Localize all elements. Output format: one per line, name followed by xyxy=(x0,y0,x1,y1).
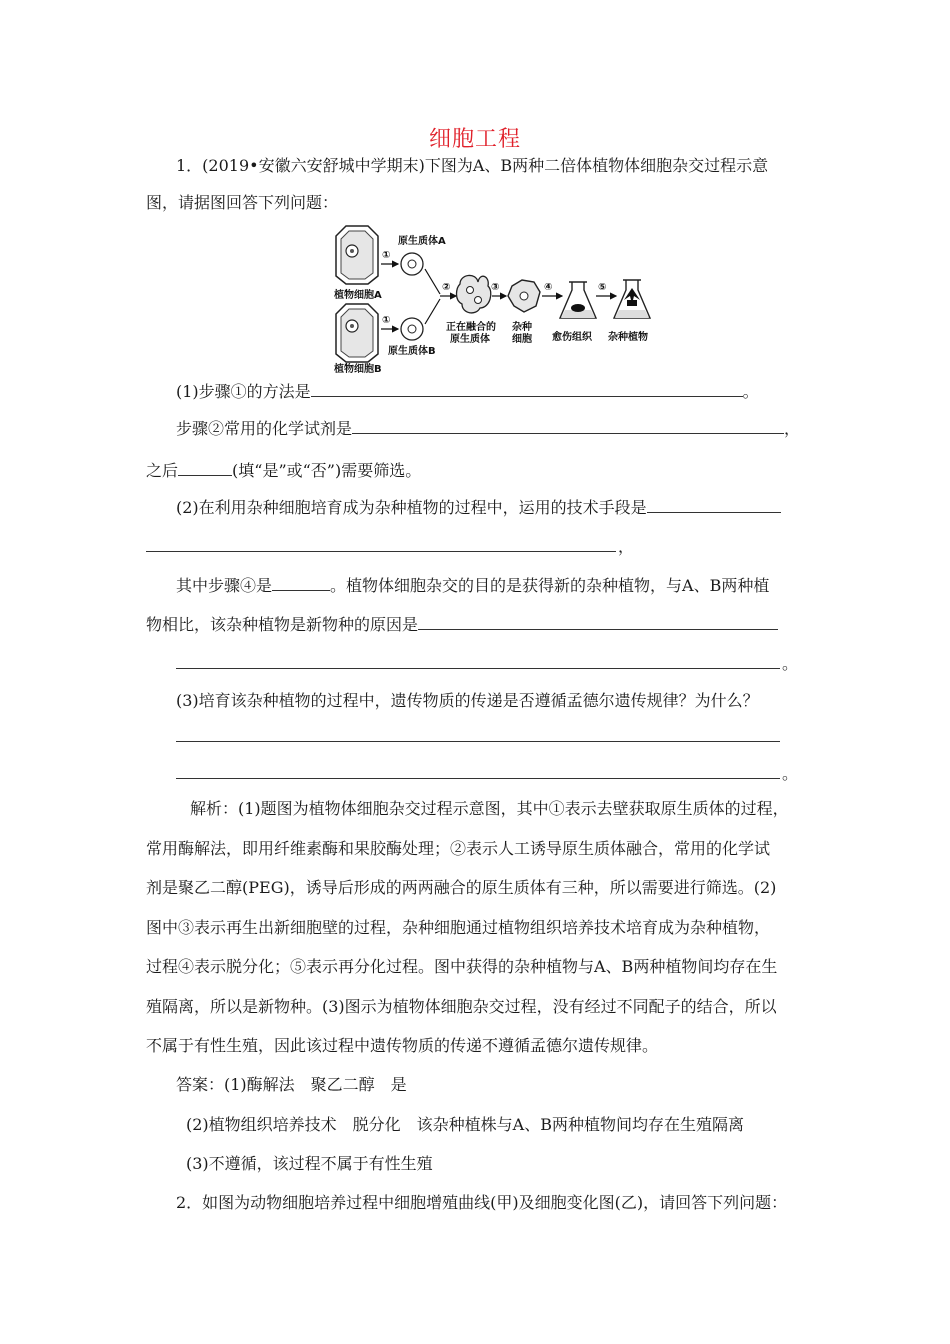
analysis-line-7: 不属于有性生殖，因此该过程中遗传物质的传递不遵循孟德尔遗传规律。 xyxy=(146,1036,659,1055)
plant-cell-b-icon xyxy=(336,304,378,362)
part-2b-end: ， xyxy=(618,537,635,556)
answer-line-part-3-2[interactable] xyxy=(176,778,780,779)
analysis-line-1: 解析：(1)题图为植物体细胞杂交过程示意图，其中①表示去壁获取原生质体的过程， xyxy=(190,799,789,818)
step-5-label: ⑤ xyxy=(598,282,607,293)
answer-line-1: 答案：(1)酶解法 聚乙二醇 是 xyxy=(176,1075,407,1094)
analysis-line-3: 剂是聚乙二醇(PEG)，诱导后形成的两两融合的原生质体有三种，所以需要进行筛选。(2) xyxy=(146,878,777,897)
part-1c-prompt: 之后 xyxy=(146,461,179,480)
answer-blank-new-species-reason[interactable] xyxy=(418,613,778,630)
answer-blank-step-1-method[interactable] xyxy=(311,380,743,397)
label-cell-b: 植物细胞B xyxy=(334,364,382,374)
part-1-end: 。 xyxy=(742,382,759,401)
part-1b-end: ， xyxy=(784,419,801,438)
hybrid-cell-icon xyxy=(508,280,540,312)
part-2e-end: 。 xyxy=(782,654,799,673)
answer-line-part-3-1[interactable] xyxy=(176,741,780,742)
answer-blank-technique[interactable] xyxy=(647,496,781,513)
question-1-intro-line-2: 图，请据图回答下列问题： xyxy=(146,193,339,212)
label-cell-a: 植物细胞A xyxy=(334,290,382,301)
part-2d-prompt: 物相比，该杂种植物是新物种的原因是 xyxy=(146,615,419,634)
part-2c-prompt: 其中步骤④是 xyxy=(176,576,273,595)
step-2-label: ② xyxy=(442,282,451,293)
answer-line-technique-cont[interactable] xyxy=(146,551,616,552)
question-1-part-1-line xyxy=(176,380,759,403)
fusing-protoplast-icon xyxy=(457,275,491,313)
part-2c-end: 。植物体细胞杂交的目的是获得新的杂种植物，与A、B两种植 xyxy=(330,576,770,595)
step-3-label: ③ xyxy=(491,282,500,293)
answer-blank-step-4[interactable] xyxy=(272,574,330,591)
part-1-prompt: (1)步骤①的方法是 xyxy=(176,382,311,401)
protoplast-a-icon xyxy=(401,253,423,275)
page-title: 细胞工程 xyxy=(428,127,521,152)
callus-flask-icon xyxy=(560,282,596,318)
question-2-intro: 2．如图为动物细胞培养过程中细胞增殖曲线(甲)及细胞变化图(乙)，请回答下列问题： xyxy=(176,1193,788,1212)
label-hybrid-1: 杂种 xyxy=(512,322,532,333)
part-2-prompt: (2)在利用杂种细胞培育成为杂种植物的过程中，运用的技术手段是 xyxy=(176,498,647,517)
answer-blank-screening[interactable] xyxy=(178,459,232,476)
analysis-line-2: 常用酶解法，即用纤维素酶和果胶酶处理；②表示人工诱导原生质体融合，常用的化学试 xyxy=(146,839,771,858)
label-protoplast-b: 原生质体B xyxy=(388,346,436,357)
label-protoplast-a: 原生质体A xyxy=(398,236,446,247)
hybrid-plant-flask-icon xyxy=(614,280,650,318)
label-plant: 杂种植物 xyxy=(608,332,648,343)
answer-line-3: (3)不遵循，该过程不属于有性生殖 xyxy=(186,1154,433,1173)
question-1-part-2d-line xyxy=(146,613,778,636)
question-1-part-1b-line xyxy=(176,417,800,440)
analysis-line-5: 过程④表示脱分化；⑤表示再分化过程。图中获得的杂种植物与A、B两种植物间均存在生 xyxy=(146,957,778,976)
answer-blank-step-2-reagent[interactable] xyxy=(352,417,784,434)
label-fusing-1: 正在融合的 xyxy=(446,322,496,333)
answer-line-2: (2)植物组织培养技术 脱分化 该杂种植株与A、B两种植物间均存在生殖隔离 xyxy=(186,1115,744,1134)
step-1b-label: ① xyxy=(382,315,391,326)
label-hybrid-2: 细胞 xyxy=(512,334,532,345)
question-1-intro-line-1: 1．(2019•安徽六安舒城中学期末)下图为A、B两种二倍体植物体细胞杂交过程示意 xyxy=(176,156,769,175)
cell-hybridization-figure xyxy=(328,224,668,374)
question-1-part-2c-line xyxy=(176,574,769,597)
analysis-line-4: 图中③表示再生出新细胞壁的过程，杂种细胞通过植物组织培养技术培育成为杂种植物， xyxy=(146,918,771,937)
part-1b-prompt: 步骤②常用的化学试剂是 xyxy=(176,419,353,438)
answer-line-reason-cont[interactable] xyxy=(176,668,780,669)
analysis-line-6: 殖隔离，所以是新物种。(3)图示为植物体细胞杂交过程，没有经过不同配子的结合，所以 xyxy=(146,997,777,1016)
protoplast-b-icon xyxy=(401,318,423,340)
part-3-end: 。 xyxy=(782,764,799,783)
label-callus: 愈伤组织 xyxy=(552,332,592,343)
step-4-label: ④ xyxy=(544,282,553,293)
question-1-part-1c-line xyxy=(146,459,421,482)
plant-cell-a-icon xyxy=(336,226,378,284)
step-1a-label: ① xyxy=(382,250,391,261)
question-1-part-2-line xyxy=(176,496,781,519)
question-1-part-3-line: (3)培育该杂种植物的过程中，遗传物质的传递是否遵循孟德尔遗传规律？为什么？ xyxy=(176,691,759,710)
part-1c-end: (填“是”或“否”)需要筛选。 xyxy=(232,461,422,480)
label-fusing-2: 原生质体 xyxy=(450,334,490,345)
